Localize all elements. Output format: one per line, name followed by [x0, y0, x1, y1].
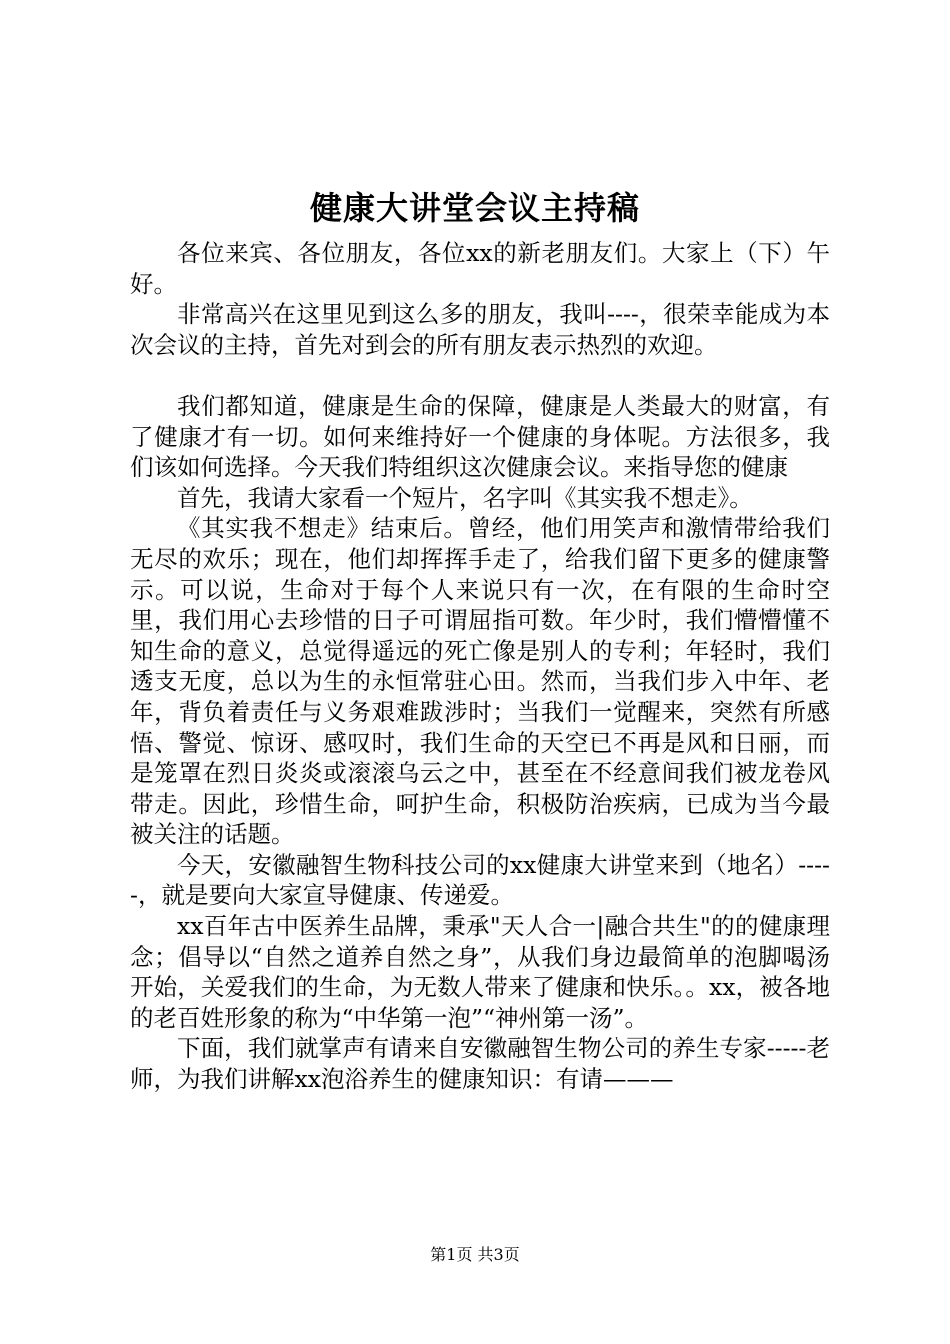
paragraph-health-importance: 我们都知道，健康是生命的保障，健康是人类最大的财富，有了健康才有一切。如何来维持好一个健康的身体呢。方法很多，我们该如何选择。今天我们特组织这次健康会议。来指导您的健康 — [130, 391, 830, 482]
paragraph-greeting: 各位来宾、各位朋友，各位xx的新老朋友们。大家上（下）午好。 — [130, 239, 830, 298]
page-number-footer: 第1页 共3页 — [430, 1245, 520, 1264]
document-body — [130, 238, 830, 1095]
paragraph-video-reflection: 《其实我不想走》结束后。曾经，他们用笑声和激情带给我们无尽的欢乐；现在，他们却挥挥手走了，给我们留下更多的健康警示。可以说，生命对于每个人来说只有一次，在有限的生命时空里，我们用心去珍惜的日子可谓屈指可数。年少时，我们懵懵懂不知生命的意义，总觉得遥远的死亡像是别人的专利；年轻时，我们透支无度，总以为生的永恒常驻心田。然而，当我们步入中年、老年，背负着责任与义务艰难跋涉时；当我们一觉醒来，突然有所感悟、警觉、惊讶、感叹时，我们生命的天空已不再是风和日丽，而是笼罩在烈日炎炎或滚滚乌云之中，甚至在不经意间我们被龙卷风带走。因此，珍惜生命，呵护生命，积极防治疾病，已成为当今最被关注的话题。 — [130, 514, 830, 849]
document-title: 健康大讲堂会议主持稿 — [309, 189, 640, 227]
paragraph-expert-invite: 下面，我们就掌声有请来自安徽融智生物公司的养生专家-----老师，为我们讲解xx泡浴养生的健康知识：有请——— — [130, 1034, 830, 1094]
paragraph-video-intro: 首先，我请大家看一个短片，名字叫《其实我不想走》。 — [177, 483, 753, 512]
paragraph-brand-intro: xx百年古中医养生品牌，秉承"天人合一|融合共生"的的健康理念；倡导以“自然之道养自然之身”，从我们身边最简单的泡脚喝汤开始，关爱我们的生命，为无数人带来了健康和快乐。。xx，被各地的老百姓形象的称为“中华第一泡”“神州第一汤”。 — [130, 912, 830, 1032]
paragraph-host-intro: 非常高兴在这里见到这么多的朋友，我叫----，很荣幸能成为本次会议的主持，首先对到会的所有朋友表示热烈的欢迎。 — [130, 300, 830, 359]
paragraph-event-purpose: 今天，安徽融智生物科技公司的xx健康大讲堂来到（地名）-----，就是要向大家宣导健康、传递爱。 — [130, 850, 830, 910]
